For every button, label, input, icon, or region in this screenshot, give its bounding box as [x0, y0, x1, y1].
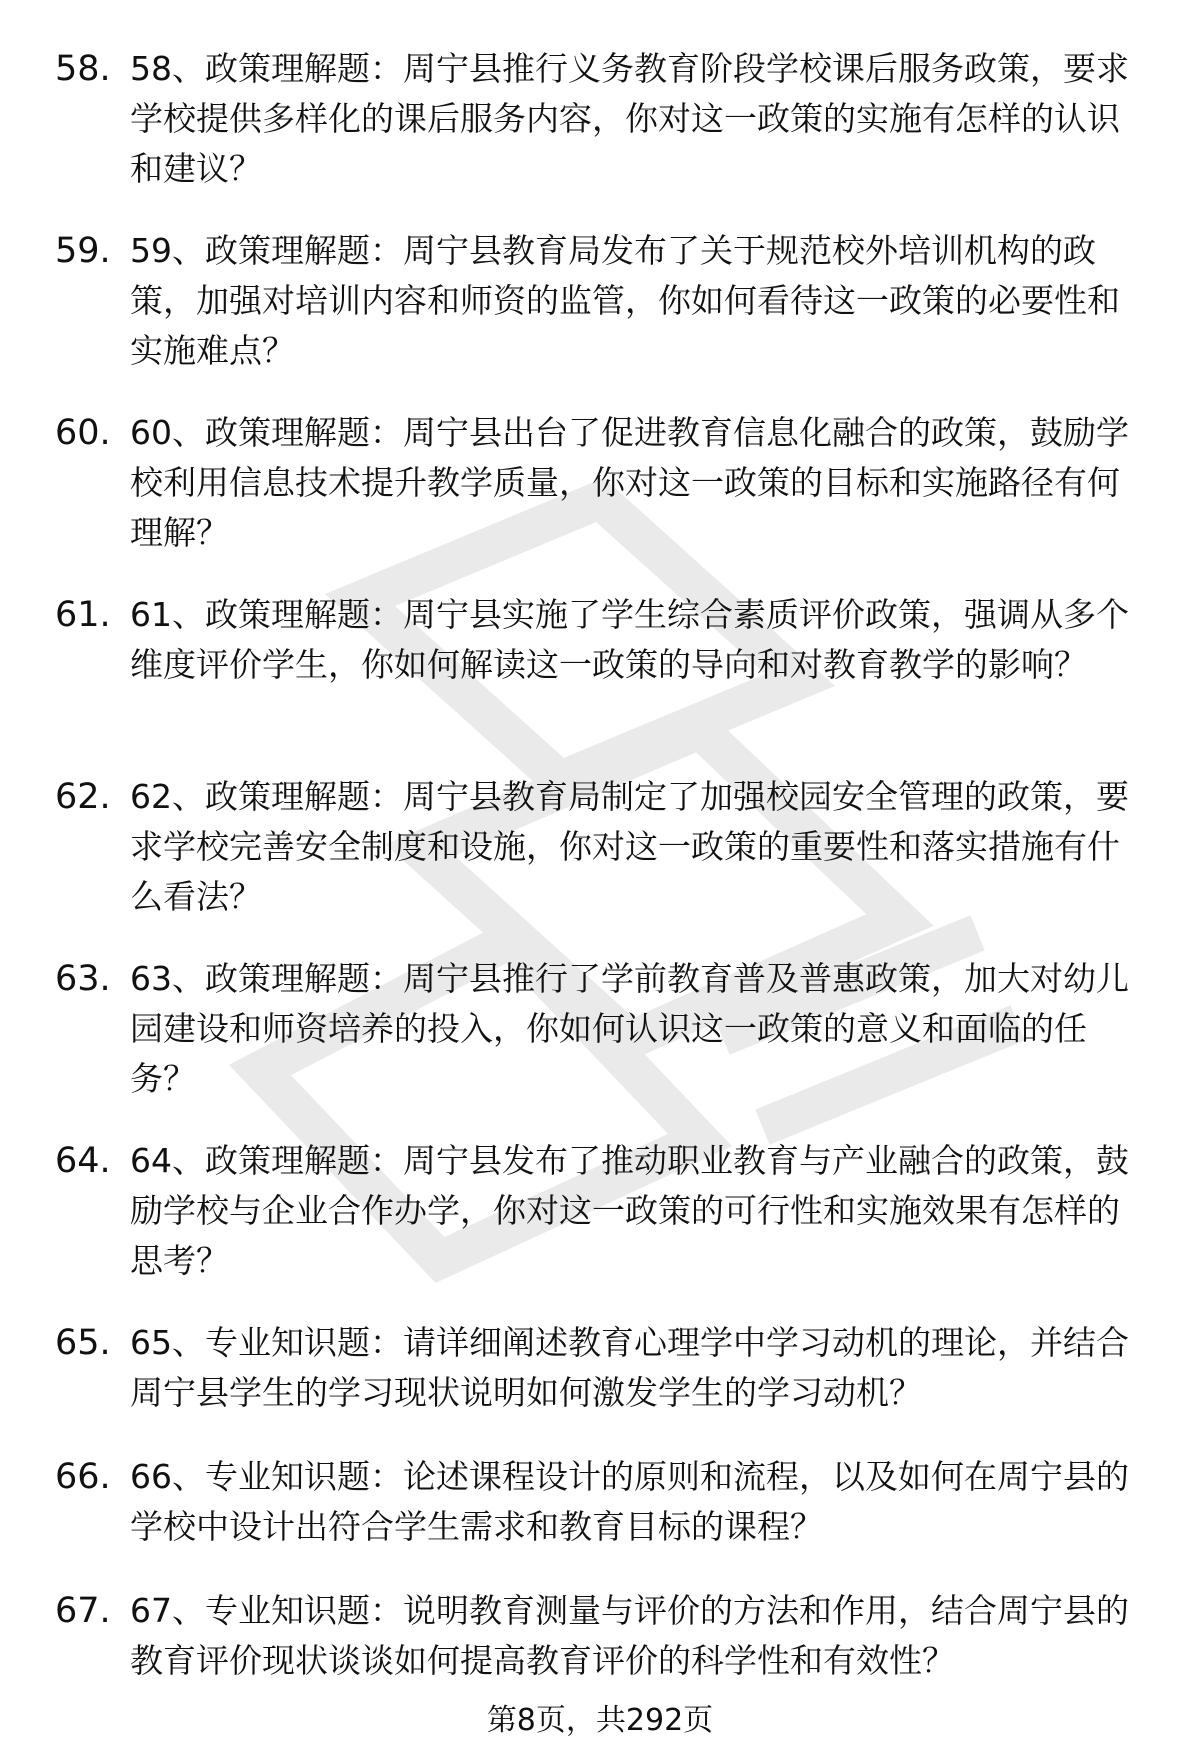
question-item-58	[0, 44, 1200, 226]
question-number: 66.	[55, 1457, 111, 1497]
question-item-64	[0, 1136, 1200, 1318]
question-item-59	[0, 226, 1200, 408]
question-number: 65.	[55, 1323, 111, 1363]
question-number: 63.	[55, 959, 111, 999]
question-text: 67、专业知识题：说明教育测量与评价的方法和作用，结合周宁县的教育评价现状谈谈如何提高教育评价的科学性和有效性？	[130, 1591, 1129, 1680]
question-item-63	[0, 954, 1200, 1136]
question-item-67	[0, 1586, 1200, 1720]
question-number: 60.	[55, 413, 111, 453]
question-text: 66、专业知识题：论述课程设计的原则和流程，以及如何在周宁县的学校中设计出符合学生需求和教育目标的课程？	[130, 1457, 1129, 1546]
question-list	[0, 44, 1200, 1720]
question-number: 59.	[55, 231, 111, 271]
question-item-65	[0, 1318, 1200, 1452]
page-footer: 第8页，共292页	[486, 1703, 714, 1738]
question-item-62	[0, 772, 1200, 954]
question-text: 63、政策理解题：周宁县推行了学前教育普及普惠政策，加大对幼儿园建设和师资培养的投入，你如何认识这一政策的意义和面临的任务？	[130, 959, 1129, 1098]
question-text: 61、政策理解题：周宁县实施了学生综合素质评价政策，强调从多个维度评价学生，你如何解读这一政策的导向和对教育教学的影响？	[130, 595, 1129, 684]
question-number: 58.	[55, 49, 111, 89]
question-text: 64、政策理解题：周宁县发布了推动职业教育与产业融合的政策，鼓励学校与企业合作办学，你对这一政策的可行性和实施效果有怎样的思考？	[130, 1141, 1129, 1280]
question-text: 58、政策理解题：周宁县推行义务教育阶段学校课后服务政策，要求学校提供多样化的课后服务内容，你对这一政策的实施有怎样的认识和建议？	[130, 49, 1129, 188]
question-number: 67.	[55, 1591, 111, 1631]
question-text: 59、政策理解题：周宁县教育局发布了关于规范校外培训机构的政策，加强对培训内容和师资的监管，你如何看待这一政策的必要性和实施难点？	[130, 231, 1120, 370]
question-text: 65、专业知识题：请详细阐述教育心理学中学习动机的理论，并结合周宁县学生的学习现状说明如何激发学生的学习动机？	[130, 1323, 1129, 1412]
question-item-66	[0, 1452, 1200, 1586]
question-number: 61.	[55, 595, 111, 635]
question-text: 60、政策理解题：周宁县出台了促进教育信息化融合的政策，鼓励学校利用信息技术提升教学质量，你对这一政策的目标和实施路径有何理解？	[130, 413, 1129, 552]
question-item-61	[0, 590, 1200, 772]
question-number: 62.	[55, 777, 111, 817]
question-item-60	[0, 408, 1200, 590]
question-number: 64.	[55, 1141, 111, 1181]
question-text: 62、政策理解题：周宁县教育局制定了加强校园安全管理的政策，要求学校完善安全制度和设施，你对这一政策的重要性和落实措施有什么看法？	[130, 777, 1129, 916]
